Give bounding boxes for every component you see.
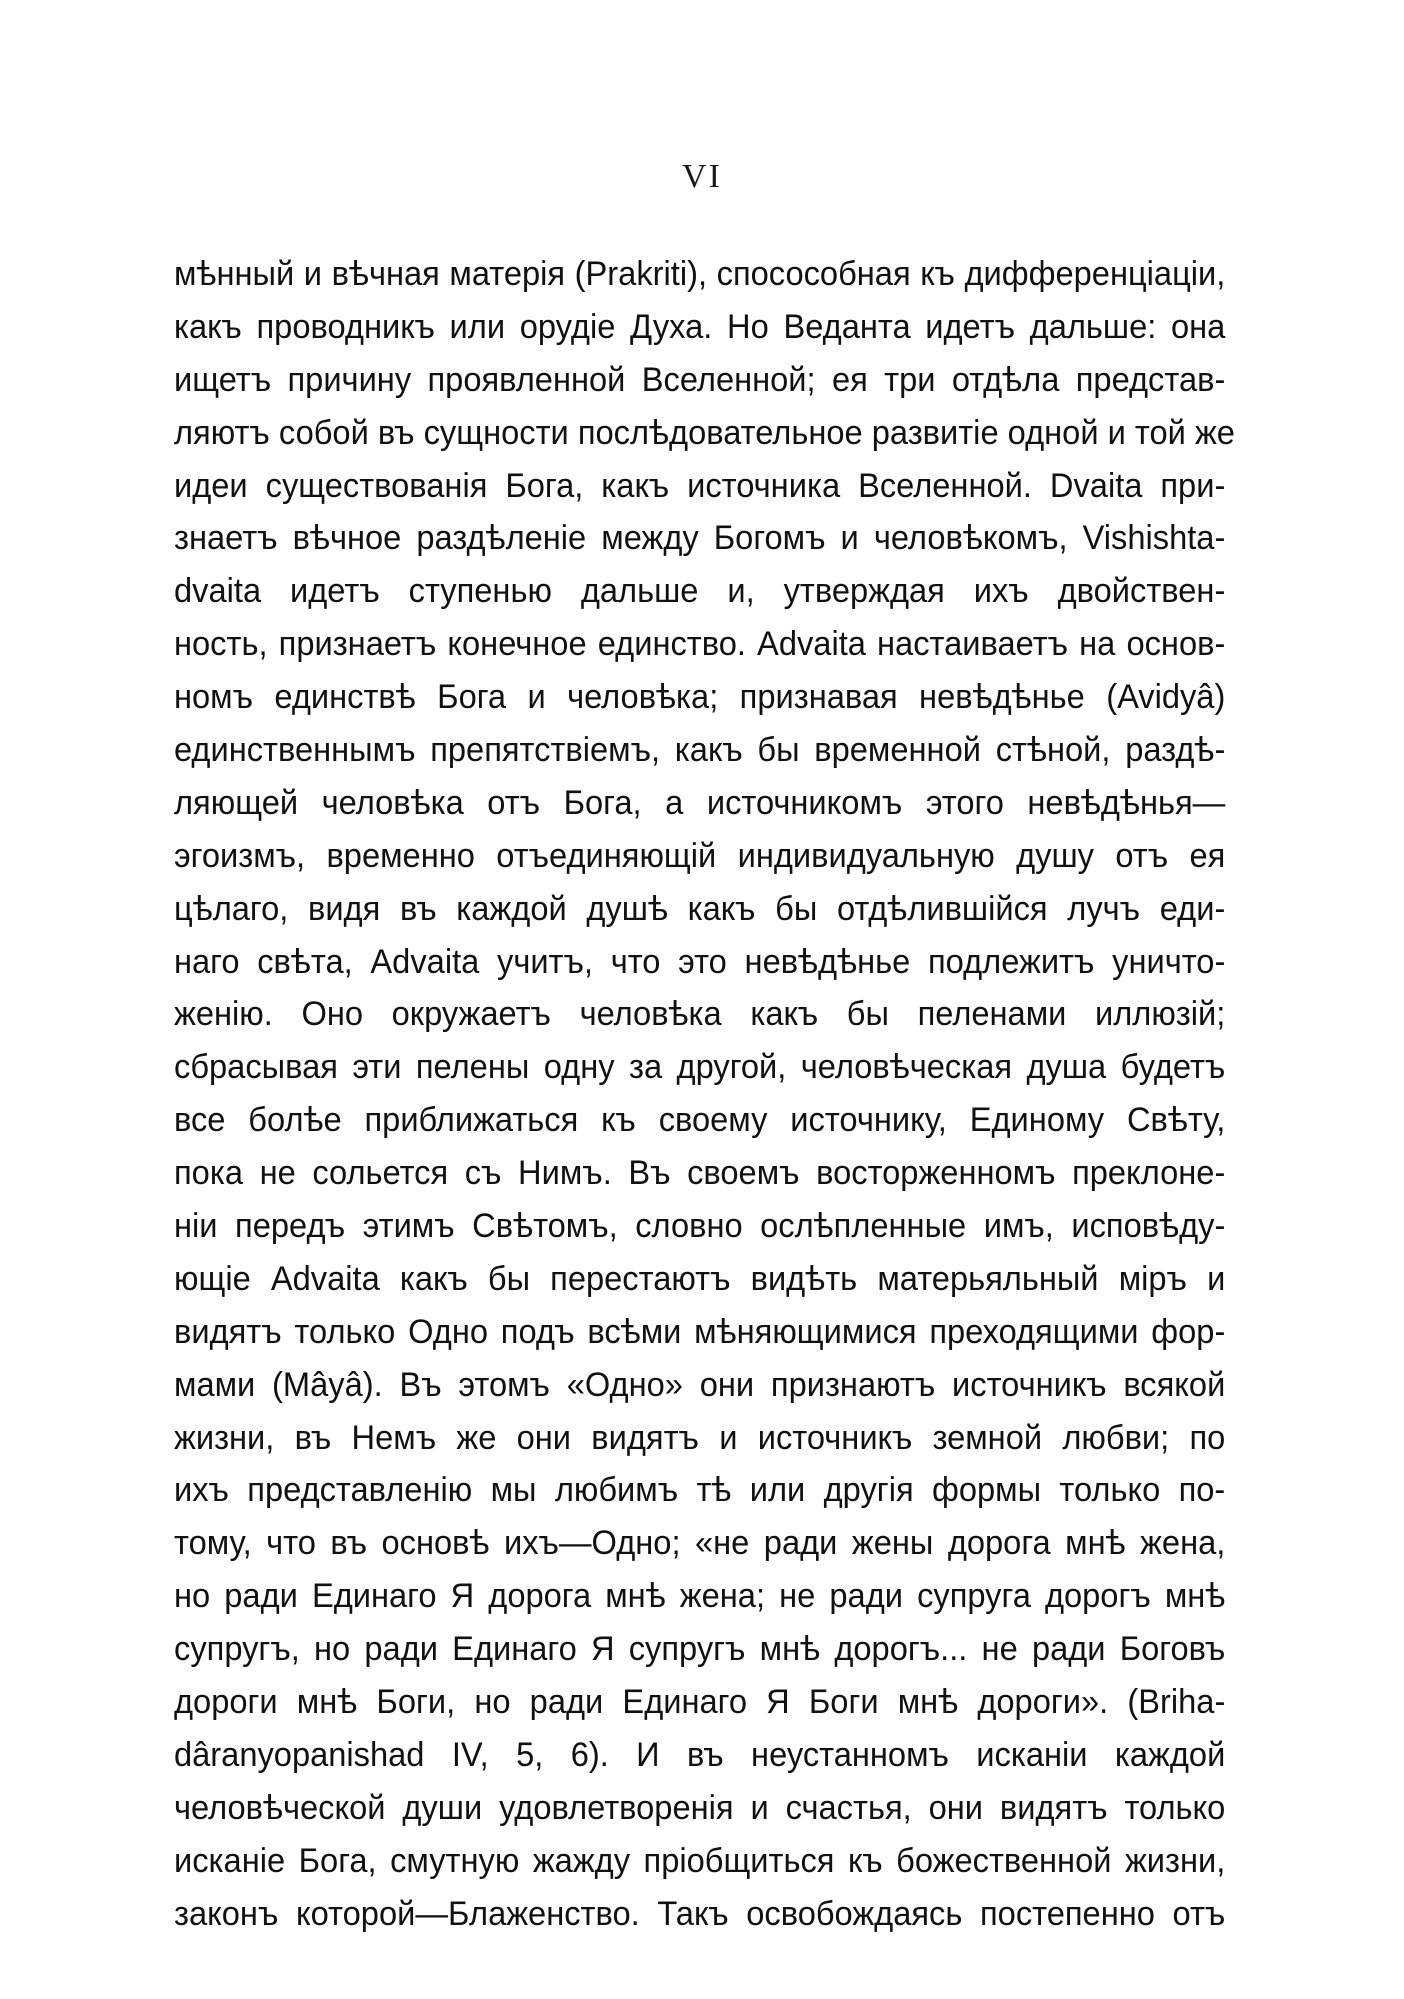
text-line: какъ проводникъ или орудіе Духа. Но Веданта идетъ дальше: она (174, 307, 1226, 346)
text-line: цѣлаго, видя въ каждой душѣ какъ бы отдѣлившійся лучъ еди- (174, 889, 1226, 928)
page-number: VI (682, 158, 722, 195)
text-line: но ради Единаго Я дорога мнѣ жена; не ради супруга дорогъ мнѣ (174, 1577, 1226, 1616)
text-line: единственнымъ препятствіемъ, какъ бы временной стѣной, раздѣ- (174, 731, 1226, 770)
text-line: сбрасывая эти пелены одну за другой, человѣческая душа будетъ (174, 1048, 1226, 1087)
text-line: видятъ только Одно подъ всѣми мѣняющимися преходящими фор- (174, 1312, 1226, 1351)
text-line: ніи передъ этимъ Свѣтомъ, словно ослѣпленные имъ, исповѣду- (174, 1207, 1226, 1246)
text-line: тому, что въ основѣ ихъ—Одно; «не ради жены дорога мнѣ жена, (174, 1524, 1226, 1563)
text-line: исканіе Бога, смутную жажду пріобщиться къ божественной жизни, (174, 1841, 1226, 1880)
text-line: пока не сольется съ Нимъ. Въ своемъ восторженномъ преклоне- (174, 1154, 1226, 1193)
text-line: все болѣе приближаться къ своему источнику, Единому Свѣту, (174, 1101, 1226, 1140)
text-line: dvaita идетъ ступенью дальше и, утверждая ихъ двойствен- (174, 572, 1226, 611)
text-line: женію. Оно окружаетъ человѣка какъ бы пеленами иллюзій; (174, 995, 1226, 1034)
text-line: дороги мнѣ Боги, но ради Единаго Я Боги мнѣ дороги». (Briha- (174, 1683, 1226, 1722)
text-line: жизни, въ Немъ же они видятъ и источникъ земной любви; по (174, 1418, 1226, 1457)
text-line: наго свѣта, Advaita учитъ, что это невѣдѣнье подлежитъ уничто- (174, 942, 1226, 981)
text-line: ихъ представленію мы любимъ тѣ или другія формы только по- (174, 1471, 1226, 1510)
text-line: ищетъ причину проявленной Вселенной; ея три отдѣла представ- (174, 360, 1226, 399)
text-line: знаетъ вѣчное раздѣленіе между Богомъ и человѣкомъ, Vishishta- (174, 519, 1226, 558)
text-line: номъ единствѣ Бога и человѣка; признавая невѣдѣнье (Avidyâ) (174, 678, 1226, 717)
text-line: dâranyopanishad IV, 5, 6). И въ неустанномъ исканіи каждой (174, 1735, 1226, 1774)
text-line: законъ которой—Блаженство. Такъ освобождаясь постепенно отъ (174, 1894, 1226, 1933)
text-line: идеи существованія Бога, какъ источника Вселенной. Dvaita при- (174, 466, 1226, 505)
text-line: эгоизмъ, временно отъединяющій индивидуальную душу отъ ея (174, 836, 1226, 875)
text-line: ющіе Advaita какъ бы перестаютъ видѣть матерьяльный міръ и (174, 1259, 1226, 1298)
text-line: человѣческой души удовлетворенія и счастья, они видятъ только (174, 1788, 1226, 1827)
text-line: ляющей человѣка отъ Бога, а источникомъ этого невѣдѣнья— (174, 783, 1226, 822)
body-text (174, 248, 1235, 1941)
text-line: мами (Mâyâ). Въ этомъ «Одно» они признаютъ источникъ всякой (174, 1365, 1226, 1404)
text-line: мѣнный и вѣчная матерія (Prakriti), спососoбная къ дифференціаціи, (174, 255, 1226, 293)
text-line: ляютъ собой въ сущности послѣдовательное развитіе одной и той же (174, 413, 1235, 452)
text-line: супругъ, но ради Единаго Я супругъ мнѣ дорогъ... не ради Боговъ (174, 1630, 1226, 1669)
text-line: ность, признаетъ конечное единство. Advaita настаиваетъ на основ- (174, 625, 1226, 664)
